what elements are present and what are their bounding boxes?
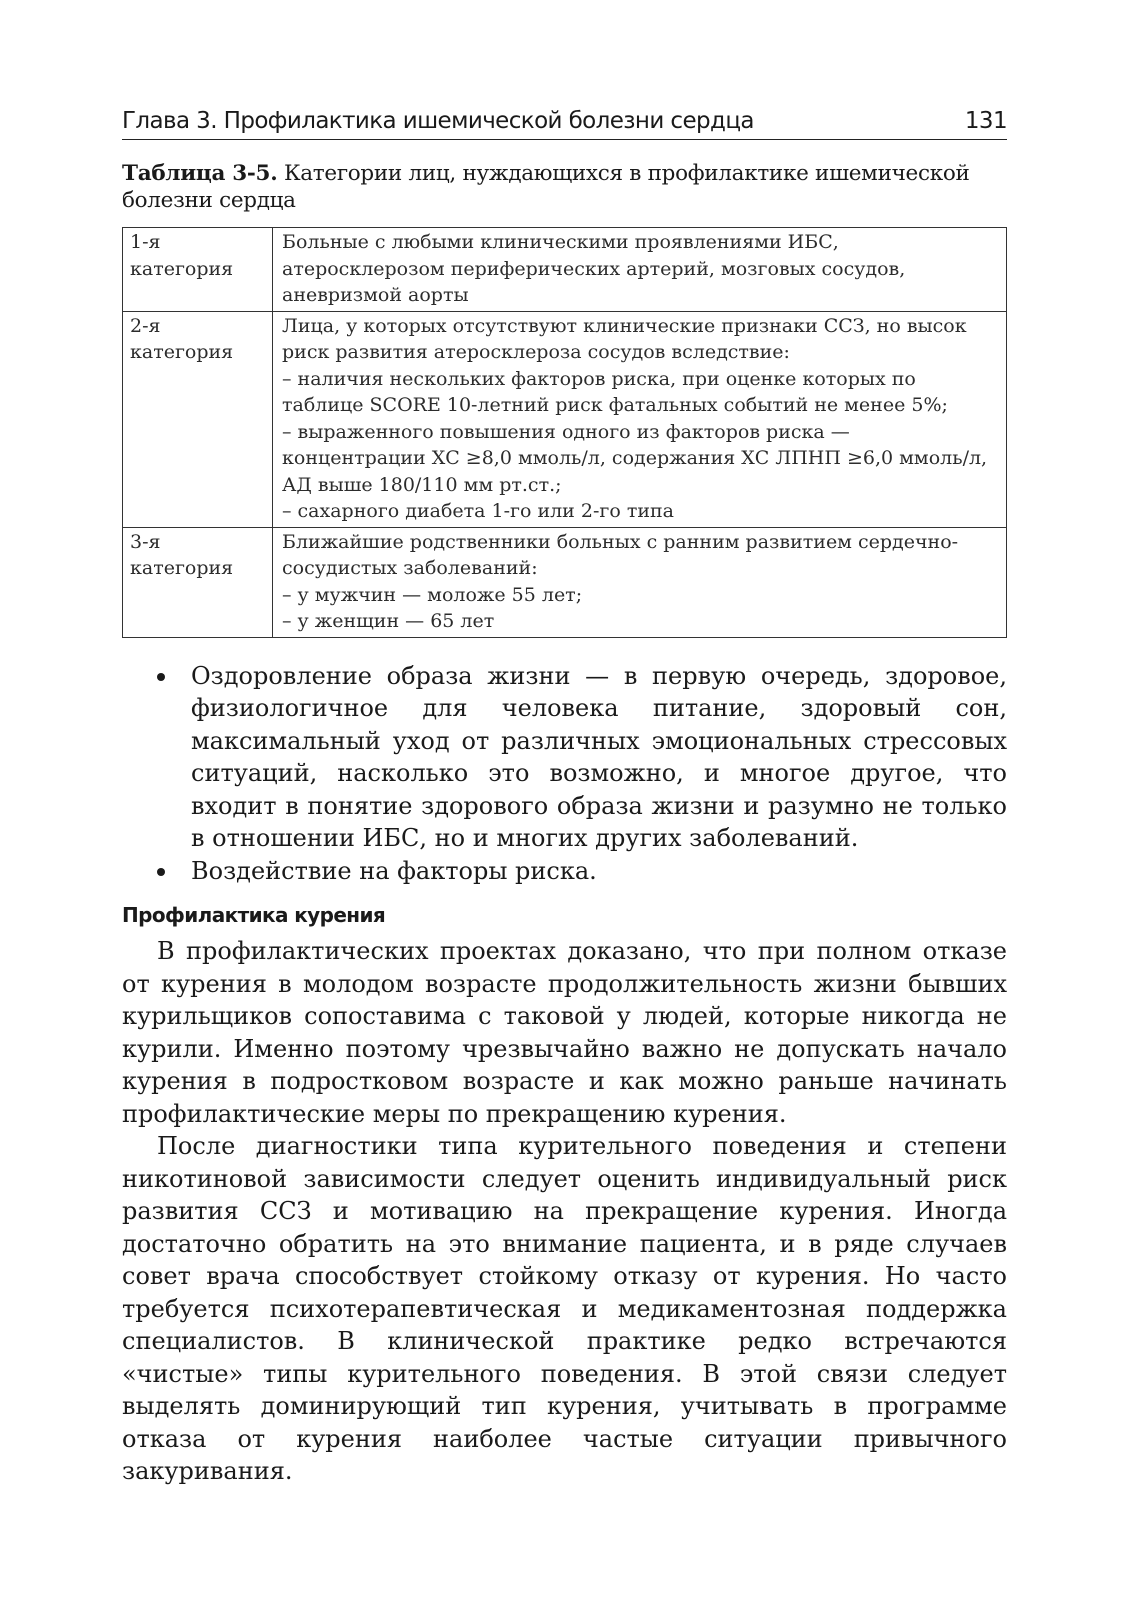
bullet-dot-icon	[157, 673, 165, 681]
description-line: Больные с любыми клиническими проявлениями ИБС, атеросклерозом периферических артерий, мозговых сосудов, аневризмой аорты	[282, 231, 906, 306]
running-header	[122, 108, 1007, 140]
description-cell	[273, 311, 1007, 527]
table-row	[123, 527, 1007, 637]
bullet-list	[122, 660, 1007, 888]
list-item	[122, 660, 1007, 855]
description-cell	[273, 228, 1007, 312]
description-line: – выраженного повышения одного из факторов риска — концентрации ХС ≥8,0 ммоль/л, содержания ХС ЛПНП ≥6,0 ммоль/л, АД выше 180/110 мм рт.ст.;	[282, 420, 988, 496]
chapter-title: Глава 3. Профилактика ишемической болезни сердца	[122, 108, 754, 134]
table-caption-label: Таблица 3-5.	[122, 161, 278, 186]
description-cell	[273, 527, 1007, 637]
description-line: – наличия нескольких факторов риска, при оценке которых по таблице SCORE 10-летний риск фатальных событий не менее 5%;	[282, 367, 948, 416]
description-line: Лица, у которых отсутствуют клинические признаки ССЗ, но высок риск развития атеросклероза сосудов вследствие:	[282, 314, 967, 363]
table-caption-text: Категории лиц, нуждающихся в профилактике ишемической болезни сердца	[122, 161, 970, 213]
bullet-dot-icon	[157, 868, 165, 876]
table-row	[123, 311, 1007, 527]
list-item	[122, 855, 1007, 888]
category-cell: 1-я категория	[123, 228, 273, 312]
list-item-text: Воздействие на факторы риска.	[191, 856, 597, 885]
table-caption	[122, 160, 1007, 214]
description-line: Ближайшие родственники больных с ранним развитием сердечно-сосудистых заболеваний:	[282, 530, 959, 579]
category-table	[122, 227, 1007, 638]
table-row	[123, 228, 1007, 312]
category-cell: 3-я категория	[123, 527, 273, 637]
section-heading: Профилактика курения	[122, 903, 386, 927]
paragraph: После диагностики типа курительного поведения и степени никотиновой зависимости следует оценить индивидуальный риск развития ССЗ и мотивацию на прекращение курения. Иногда достаточно обратить на это внимание пациента, и в ряде случаев совет врача способствует стойкому отказу от курения. Но часто требуется психотерапевтическая и медикаментозная поддержка специалистов. В клинической практике редко встречаются «чистые» типы курительного поведения. В этой связи следует выделять доминирующий тип курения, учитывать в программе отказа от курения наиболее частые ситуации привычного закуривания.	[122, 1132, 1007, 1485]
description-line: – сахарного диабета 1-го или 2-го типа	[282, 500, 674, 522]
description-line: – у женщин — 65 лет	[282, 610, 495, 632]
category-cell: 2-я категория	[123, 311, 273, 527]
page-number: 131	[964, 108, 1007, 134]
paragraph: В профилактических проектах доказано, что при полном отказе от курения в молодом возрасте продолжительность жизни бывших курильщиков сопоставима с таковой у людей, которые никогда не курили. Именно поэтому чрезвычайно важно не допускать начало курения в подростковом возрасте и как можно раньше начинать профилактические меры по прекращению курения.	[122, 937, 1007, 1128]
book-page	[122, 108, 1007, 1488]
description-line: – у мужчин — моложе 55 лет;	[282, 583, 583, 606]
list-item-text: Оздоровление образа жизни — в первую очередь, здоровое, физиологичное для человека питание, здоровый сон, максимальный уход от различных эмоциональных стрессовых ситуаций, насколько это возможно, и многое другое, что входит в понятие здорового образа жизни и разумно не только в отношении ИБС, но и многих других заболеваний.	[191, 661, 1007, 852]
